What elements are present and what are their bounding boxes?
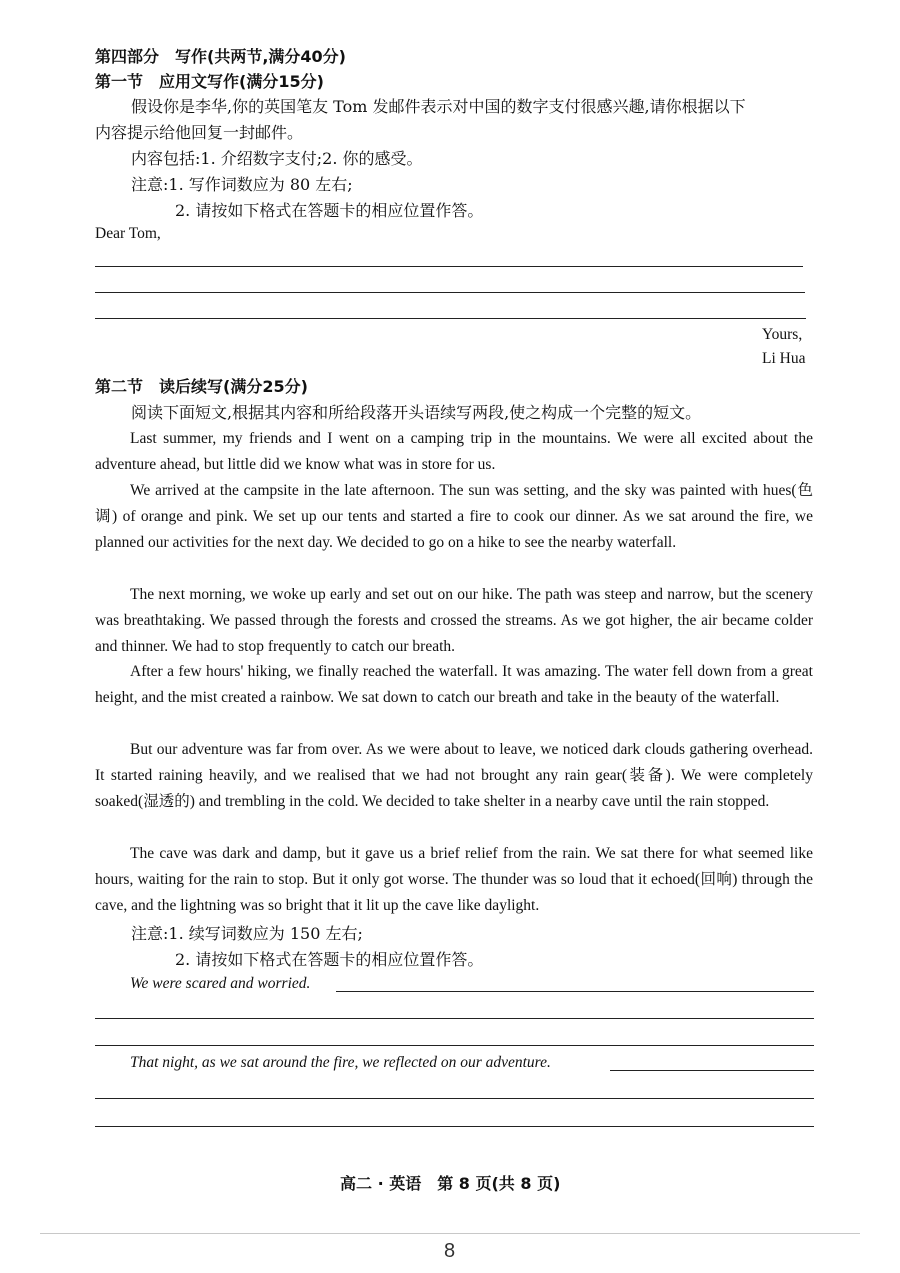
answer-line	[95, 292, 805, 293]
passage-paragraph-5: But our adventure was far from over. As we were about to leave, we noticed dark clouds gathering overhead. It started raining heavily, and we realised that we had not brought any rain gear(装备). We were completely soaked(湿透的) and trembling in the cold. We decided to take shelter in a nearby cave until the rain stopped.	[95, 741, 813, 810]
answer-line	[95, 1098, 814, 1099]
continuation-opener-1: We were scared and worried.	[130, 975, 311, 992]
answer-line	[95, 266, 803, 267]
answer-line	[95, 1126, 814, 1127]
section1-heading: 第一节 应用文写作(满分15分)	[95, 72, 324, 91]
section2-note2: 2. 请按如下格式在答题卡的相应位置作答。	[175, 950, 484, 969]
letter-greeting: Dear Tom,	[95, 225, 161, 242]
page-footer: 高二 · 英语 第 8 页(共 8 页)	[340, 1174, 561, 1193]
letter-closing: Yours,	[762, 326, 803, 343]
section1-note1: 注意:1. 写作词数应为 80 左右;	[131, 175, 353, 194]
answer-line	[610, 1070, 814, 1071]
section2-heading: 第二节 读后续写(满分25分)	[95, 377, 308, 396]
answer-line	[95, 1045, 814, 1046]
answer-line	[95, 318, 806, 319]
passage-paragraph-4: After a few hours' hiking, we finally reached the waterfall. It was amazing. The water fell down from a great height, and the mist created a rainbow. We sat down to catch our breath and take in the beauty of the waterfall.	[95, 663, 813, 706]
section1-note2: 2. 请按如下格式在答题卡的相应位置作答。	[175, 201, 484, 220]
section1-prompt-line1: 假设你是李华,你的英国笔友 Tom 发邮件表示对中国的数字支付很感兴趣,请你根据以下	[131, 97, 746, 116]
section1-prompt-line2: 内容提示给他回复一封邮件。	[95, 123, 304, 142]
part-heading: 第四部分 写作(共两节,满分40分)	[95, 47, 346, 66]
passage-paragraph-3: The next morning, we woke up early and set out on our hike. The path was steep and narrow, but the scenery was breathtaking. We passed through the forests and crossed the streams. As we got higher, the air became colder and thinner. We had to stop frequently to catch our breath.	[95, 586, 813, 655]
section2-instruction: 阅读下面短文,根据其内容和所给段落开头语续写两段,使之构成一个完整的短文。	[131, 403, 702, 422]
answer-line	[95, 1018, 814, 1019]
passage-paragraph-6: The cave was dark and damp, but it gave us a brief relief from the rain. We sat there for what seemed like hours, waiting for the rain to stop. But it only got worse. The thunder was so loud that it echoed(回响) through the cave, and the lightning was so bright that it lit up the cave like daylight.	[95, 845, 813, 914]
passage-paragraph-1: Last summer, my friends and I went on a camping trip in the mountains. We were all excited about the adventure ahead, but little did we know what was in store for us.	[95, 430, 813, 473]
section1-content: 内容包括:1. 介绍数字支付;2. 你的感受。	[131, 149, 423, 168]
footer-divider	[40, 1233, 860, 1234]
passage-paragraph-2: We arrived at the campsite in the late afternoon. The sun was setting, and the sky was painted with hues(色调) of orange and pink. We set up our tents and started a fire to cook our dinner. As we sat around the fire, we planned our activities for the next day. We decided to go on a hike to see the nearby waterfall.	[95, 482, 813, 551]
continuation-opener-2: That night, as we sat around the fire, we reflected on our adventure.	[130, 1054, 551, 1071]
page-number: 8	[444, 1240, 456, 1262]
letter-signature: Li Hua	[762, 350, 806, 367]
answer-line	[336, 991, 814, 992]
section2-note1: 注意:1. 续写词数应为 150 左右;	[131, 924, 363, 943]
